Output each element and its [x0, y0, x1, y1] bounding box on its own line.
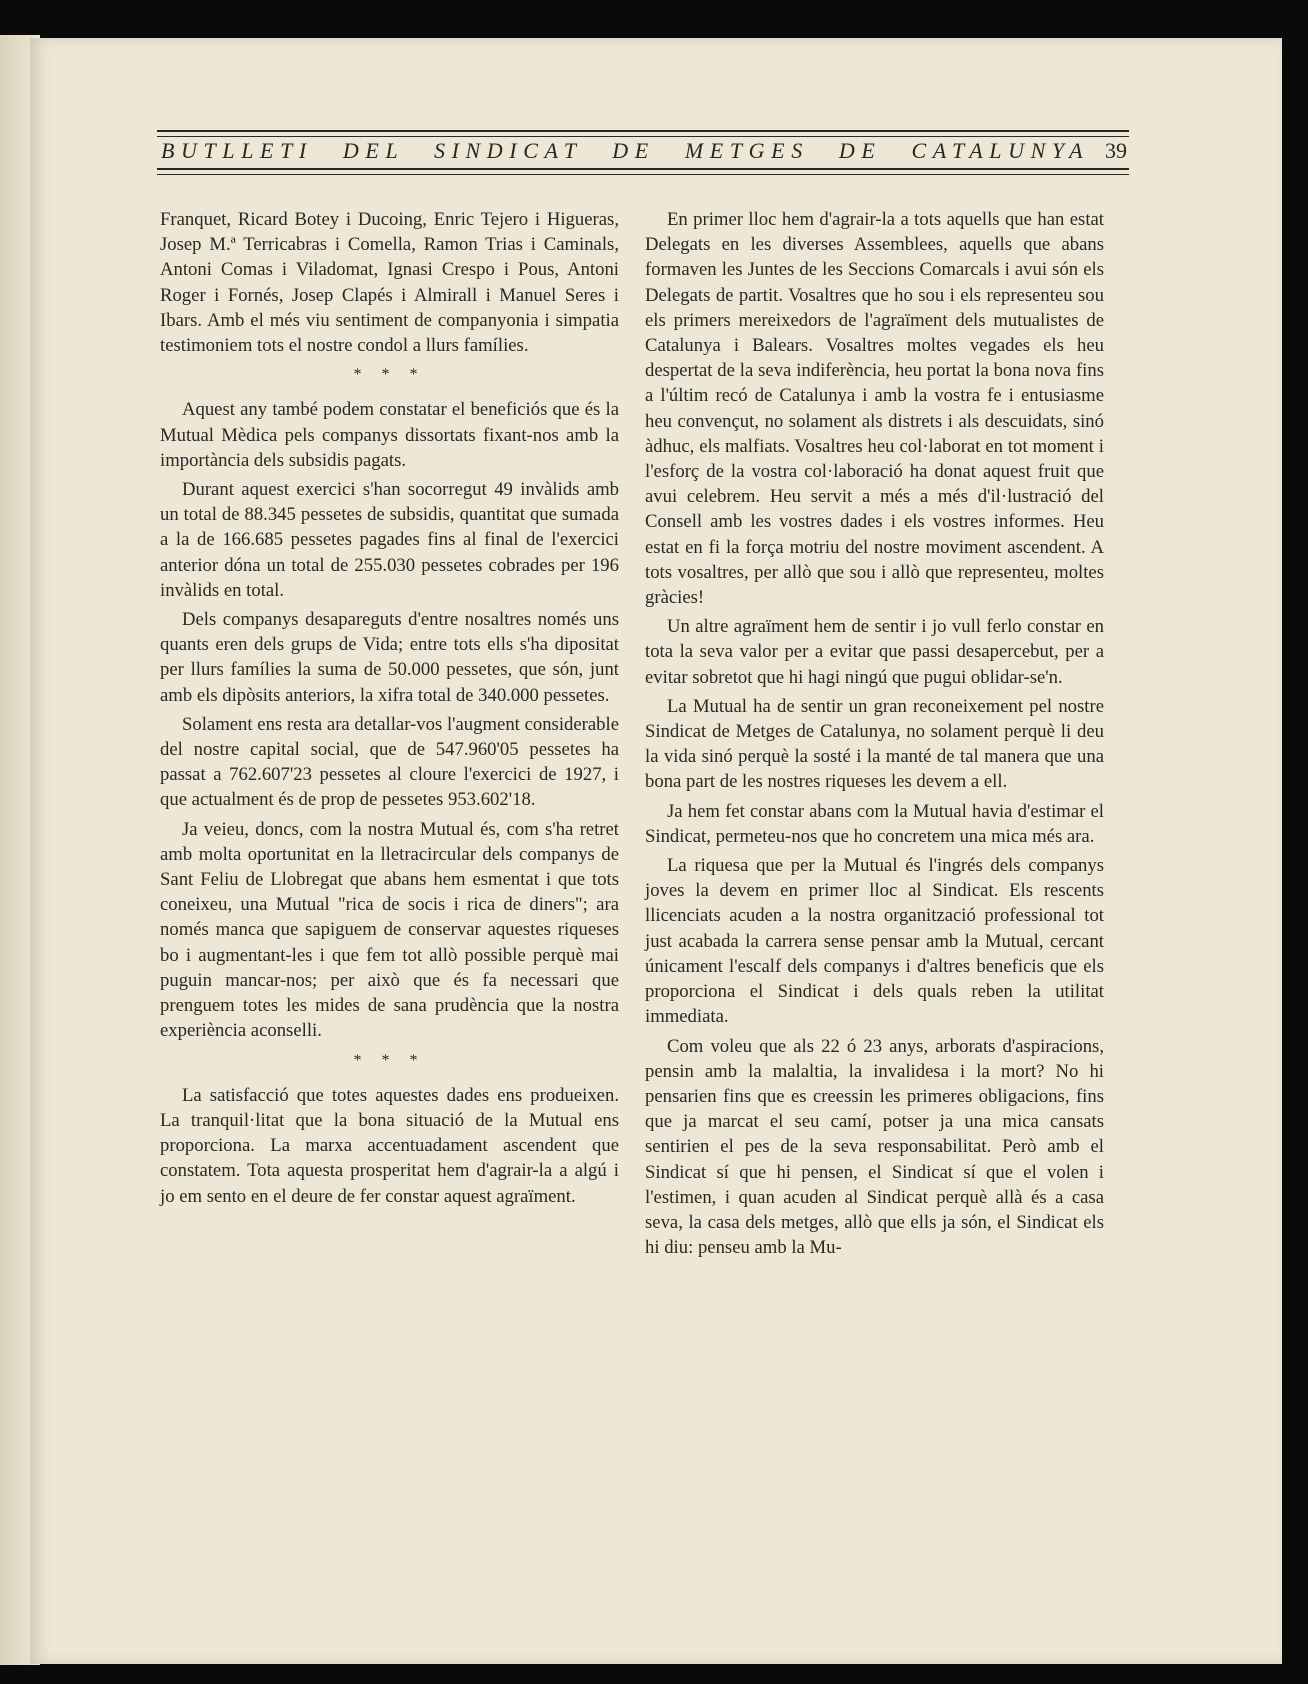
right-column: [645, 207, 1104, 1264]
paragraph: Dels companys desapareguts d'entre nosaltres només uns quants eren dels grups de Vida; entre tots ells s'ha dipositat per llurs famílies la suma de 50.000 pessetes, que són, junt amb els dipòsits anteriors, la xifra total de 340.000 pessetes.: [160, 609, 619, 706]
paragraph: Franquet, Ricard Botey i Ducoing, Enric Tejero i Higueras, Josep M.ª Terricabras i Comella, Ramon Trias i Caminals, Antoni Comas i Viladomat, Ignasi Crespo i Pous, Antoni Roger i Fornés, Josep Clapés i Almirall i Manuel Seres i Ibars. Amb el més viu sentiment de companyonia i simpatia testimoniem tots el nostre condol a llurs famílies.: [160, 209, 619, 357]
header-rule-top: [157, 130, 1129, 137]
running-header: [157, 130, 1129, 184]
paragraph: Ja veieu, doncs, com la nostra Mutual és, com s'ha retret amb molta oportunitat en la lletracircular dels companys de Sant Feliu de Llobregat que abans hem esmentat i que tots coneixeu, una Mutual "rica de socis i rica de diners"; ara només manca que sapiguem de conservar aquestes riqueses bo i augmentant-les i que fem tot allò possible perquè mai puguin mancar-nos; per això que és fa necessari que prenguem totes les mides de sana prudència que la nostra experiència aconselli.: [160, 818, 619, 1042]
paragraph: La Mutual ha de sentir un gran reconeixement pel nostre Sindicat de Metges de Catalunya, no solament perquè li deu la vida sinó perquè la sosté i la manté de tal manera que una bona part de les nostres riqueses les devem a ell.: [645, 695, 1104, 793]
header-rule-bottom: [157, 168, 1129, 175]
paragraph: La riquesa que per la Mutual és l'ingrés dels companys joves la devem en primer lloc al Sindicat. Els rescents llicenciats acuden a la nostra organització professional tot just acabada la carrera sense pensar amb la Mutual, cercant únicament l'escalf dels companys i d'altres beneficis que els proporciona el Sindicat i dels quals reben la utilitat immediata.: [645, 855, 1104, 1028]
paragraph: Un altre agraïment hem de sentir i jo vull ferlo constar en tota la seva valor per a evitar que passi desapercebut, per a evitar sobretot que hi hagi ningú que pugui oblidar-se'n.: [645, 616, 1104, 688]
paragraph: Solament ens resta ara detallar-vos l'augment considerable del nostre capital social, que de 547.960'05 pessetes ha passat a 762.607'23 pessetes al cloure l'exercici de 1927, i que actualment és de prop de pessetes 953.602'18.: [160, 713, 619, 811]
paragraph: En primer lloc hem d'agrair-la a tots aquells que han estat Delegats en les diverses Assemblees, aquells que abans formaven les Juntes de les Seccions Comarcals i avui són els Delegats de partit. Vosaltres que ho sou i els representeu sou els primers mereixedors de l'agraïment dels mutualistes de Catalunya i Balears. Vosaltres moltes vegades els heu despertat de la seva indiferència, heu portat la bona nova fins a l'últim recó de Catalunya i amb la vostra fe i entusiasme heu convençut, no solament als distrets i als descuidats, sinó àdhuc, els malfiats. Vosaltres heu col·laborat en tot moment i l'esforç de la vostra col·laboració ha donat aquest fruit que avui celebrem. Heu servit a més a més d'il·lustració del Consell amb les vostres dades i els vostres informes. Heu estat en fi la força motriu del nostre moviment ascendent. A tots vosaltres, per allò que sou i allò que representeu, moltes gràcies!: [645, 209, 1104, 609]
paragraph: Durant aquest exercici s'han socorregut 49 invàlids amb un total de 88.345 pessetes de subsidis, quantitat que sumada a la de 166.685 pessetes pagades fins al final de l'exercici anterior dóna un total de 255.030 pessetes cobrades per 196 invàlids en total.: [160, 479, 619, 601]
page-number: 39: [1105, 138, 1127, 163]
paragraph: Ja hem fet constar abans com la Mutual havia d'estimar el Sindicat, permeteu-nos que ho concretem una mica més ara.: [645, 800, 1104, 847]
paragraph: Aquest any també podem constatar el beneficiós que és la Mutual Mèdica pels companys dissortats fixant-nos amb la importància dels subsidis pagats.: [160, 399, 619, 471]
section-separator: * * *: [353, 1051, 426, 1069]
section-separator: * * *: [353, 366, 426, 384]
left-column: [160, 207, 619, 1213]
document-page: [30, 38, 1282, 1664]
paragraph: La satisfacció que totes aquestes dades ens produeixen. La tranquil·litat que la bona situació de la Mutual ens proporciona. La marxa accentuadament ascendent que constatem. Tota aquesta prosperitat hem d'agrair-la a algú i jo em sento en el deure de fer constar aquest agraïment.: [160, 1084, 619, 1207]
header-title: BUTLLETI DEL SINDICAT DE METGES DE CATALUNYA: [161, 138, 1090, 163]
paragraph: Com voleu que als 22 ó 23 anys, arborats d'aspiracions, pensin amb la malaltia, la invalidesa i la mort? No hi pensarien fins que es creessin les primeres obligacions, fins que ja marcat el seu camí, potser ja una mica cansats sentirien el pes de la seva responsabilitat. Però amb el Sindicat sí que hi pensen, el Sindicat sí que el volen i l'estimen, i quan acuden al Sindicat perquè allà és a casa seva, la casa dels metges, allò que ells ja són, el Sindicat els hi diu: penseu amb la Mu-: [645, 1035, 1104, 1259]
